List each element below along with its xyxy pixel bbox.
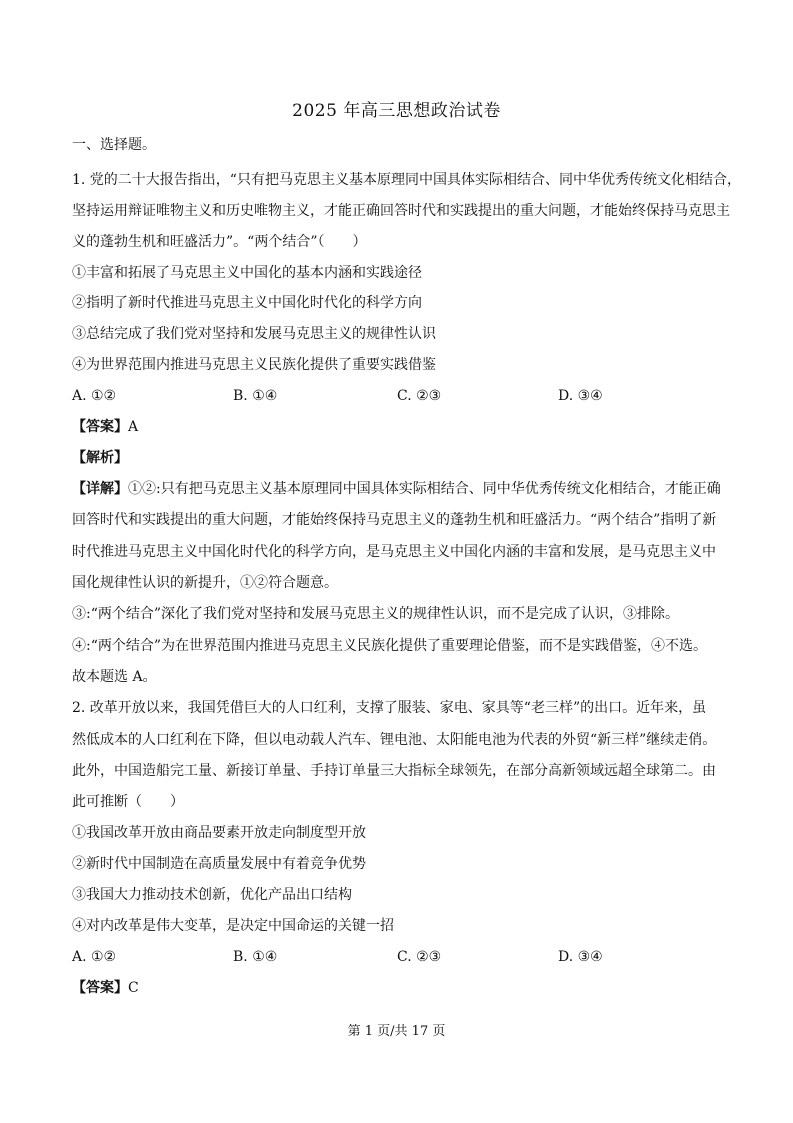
q2-answer [72, 979, 139, 997]
q2-statement: ④对内改革是伟大变革，是决定中国命运的关键一招 [72, 918, 394, 934]
q1-detail-line: 时代推进马克思主义中国化时代化的科学方向，是马克思主义中国化内涵的丰富和发展，是马克思主义中 [72, 544, 716, 560]
answer-label: 【答案】 [72, 419, 128, 435]
page-footer: 第 1 页/共 17 页 [347, 1024, 446, 1039]
q1-statement: ②指明了新时代推进马克思主义中国化时代化的科学方向 [72, 295, 422, 311]
page-title: 2025 年高三思想政治试卷 [292, 101, 501, 121]
q1-option-d: D. ③④ [558, 388, 603, 404]
answer-label: 【答案】 [72, 980, 128, 996]
q1-detail-line: 故本题选 A。 [72, 669, 157, 685]
q2-statement: ①我国改革开放由商品要素开放走向制度型开放 [72, 825, 366, 841]
q2-option-b: B. ①④ [233, 949, 278, 965]
q1-option-b: B. ①④ [233, 388, 278, 404]
q1-stem-line: 义的蓬勃生机和旺盛活力”。“两个结合”（ ） [72, 234, 367, 250]
q1-statement: ③总结完成了我们党对坚持和发展马克思主义的规律性认识 [72, 326, 436, 342]
q1-option-c: C. ②③ [397, 388, 442, 404]
q1-detail-line: 国化规律性认识的新提升，①②符合题意。 [72, 575, 338, 591]
q1-detail-line [72, 480, 721, 498]
q2-statement: ②新时代中国制造在高质量发展中有着竞争优势 [72, 856, 366, 872]
q1-option-a: A. ①② [72, 388, 117, 404]
q2-option-c: C. ②③ [397, 949, 442, 965]
q1-detail-line: ④:“两个结合”为在世界范围内推进马克思主义民族化提供了重要理论借鉴，而不是实践借鉴，④不选。 [72, 638, 708, 654]
q1-stem-line: 1. 党的二十大报告指出，“只有把马克思主义基本原理同中国具体实际相结合、同中华优秀传统文化相结合， [72, 172, 741, 188]
q2-statement: ③我国大力推动技术创新，优化产品出口结构 [72, 887, 352, 903]
q2-stem-line: 此可推断（ ） [72, 794, 184, 810]
section-heading: 一、选择题。 [72, 137, 156, 153]
q2-stem-line: 然低成本的人口红利在下降，但以电动载人汽车、锂电池、太阳能电池为代表的外贸“新三样”继续走俏。 [72, 732, 717, 748]
q2-stem-line: 2. 改革开放以来，我国凭借巨大的人口红利，支撑了服装、家电、家具等“老三样”的出口。近年来，虽 [72, 700, 707, 716]
detail-text: ①②:只有把马克思主义基本原理同中国具体实际相结合、同中华优秀传统文化相结合，才能正确 [128, 481, 721, 497]
q1-statement: ④为世界范围内推进马克思主义民族化提供了重要实践借鉴 [72, 357, 436, 373]
analysis-label: 【解析】 [72, 450, 128, 466]
q1-detail-line: 回答时代和实践提出的重大问题，才能始终保持马克思主义的蓬勃生机和旺盛活力。“两个结合”指明了新 [72, 512, 717, 528]
q2-option-d: D. ③④ [558, 949, 603, 965]
q2-stem-line: 此外，中国造船完工量、新接订单量、手持订单量三大指标全球领先，在部分高新领域远超全球第二。由 [72, 763, 716, 779]
q2-option-a: A. ①② [72, 949, 117, 965]
q1-statement: ①丰富和拓展了马克思主义中国化的基本内涵和实践途径 [72, 265, 422, 281]
q1-detail-line: ③:“两个结合”深化了我们党对坚持和发展马克思主义的规律性认识，而不是完成了认识，③排除。 [72, 606, 680, 622]
q1-stem-line: 坚持运用辩证唯物主义和历史唯物主义，才能正确回答时代和实践提出的重大问题，才能始终保持马克思主 [72, 203, 730, 219]
detail-label: 【详解】 [72, 481, 128, 497]
q1-answer [72, 418, 138, 436]
answer-value: C [128, 980, 139, 996]
answer-value: A [128, 419, 139, 435]
